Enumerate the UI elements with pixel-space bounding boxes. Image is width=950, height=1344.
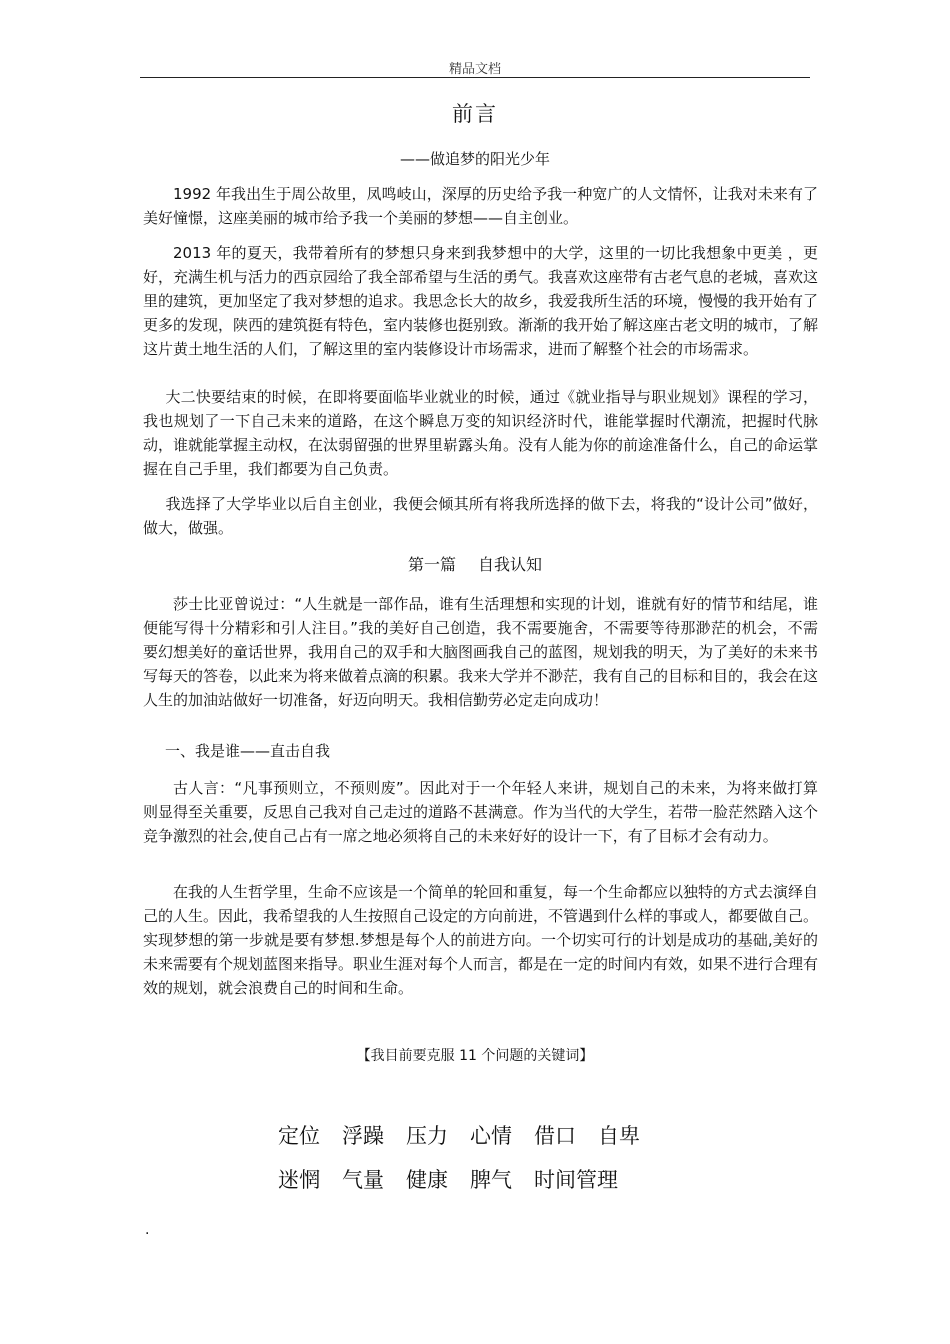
preface-paragraph: 2013 年的夏天，我带着所有的梦想只身来到我梦想中的大学，这里的一切比我想象中更美 ，更好，充满生机与活力的西京园给了我全部希望与生活的勇气。我喜欢这座带有古老气息的老城，喜欢这里的建筑，更加坚定了我对梦想的追求。我思念长大的故乡，我爱我所生活的环境，慢慢的我开始有了更多的发现，陕西的建筑挺有特色，室内装修也挺别致。渐渐的我开始了解这座古老文明的城市，了解这片黄土地生活的人们，了解这里的室内装修设计市场需求，进而了解整个社会的市场需求。 xyxy=(143,244,819,358)
chapter-title xyxy=(140,552,810,575)
preface-paragraph: 我选择了大学毕业以后自主创业，我便会倾其所有将我所选择的做下去，将我的“设计公司”做好，做大，做强。 xyxy=(143,495,818,537)
section-heading: 一、我是谁——直击自我 xyxy=(165,742,331,760)
keyword-item: 时间管理 xyxy=(534,1168,618,1192)
page-title: 前言 xyxy=(452,102,498,126)
header-divider xyxy=(140,77,810,78)
section-paragraph: 在我的人生哲学里，生命不应该是一个简单的轮回和重复，每一个生命都应以独特的方式去演绎自己的人生。因此，我希望我的人生按照自己设定的方向前进，不管遇到什么样的事或人，都要做自己。实现梦想的第一步就是要有梦想.梦想是每个人的前进方向。一个切实可行的计划是成功的基础,美好的未来需要有个规划蓝图来指导。职业生涯对每个人而言，都是在一定的时间内有效，如果不进行合理有效的规划，就会浪费自己的时间和生命。 xyxy=(143,883,819,997)
preface-paragraph: 1992 年我出生于周公故里，凤鸣岐山，深厚的历史给予我一种宽广的人文情怀，让我对未来有了美好憧憬，这座美丽的城市给予我一个美丽的梦想——自主创业。 xyxy=(143,185,818,227)
keyword-item: 借口 xyxy=(534,1124,576,1148)
keyword-item: 脾气 xyxy=(470,1168,512,1192)
keyword-item: 迷惘 xyxy=(278,1168,320,1192)
preface-paragraph: 大二快要结束的时候，在即将要面临毕业就业的时候，通过《就业指导与职业规划》课程的学习，我也规划了一下自己未来的道路，在这个瞬息万变的知识经济时代，谁能掌握时代潮流，把握时代脉动，谁就能掌握主动权，在汰弱留强的世界里崭露头角。没有人能为你的前途准备什么，自己的命运掌握在自己手里，我们都要为自己负责。 xyxy=(143,388,819,478)
keyword-item: 健康 xyxy=(406,1168,448,1192)
keyword-item: 压力 xyxy=(406,1124,448,1148)
chapter-name: 自我认知 xyxy=(478,555,543,574)
footer-mark: . xyxy=(145,1222,150,1238)
keyword-item: 自卑 xyxy=(598,1124,640,1148)
section-paragraph: 古人言：“凡事预则立，不预则废”。因此对于一个年轻人来讲，规划自己的未来，为将来做打算则显得至关重要，反思自己我对自己走过的道路不甚满意。作为当代的大学生，若带一脸茫然踏入这个竞争激烈的社会,使自己占有一席之地必须将自己的未来好好的设计一下，有了目标才会有动力。 xyxy=(143,779,819,845)
keywords-row xyxy=(278,1120,662,1150)
keyword-item: 浮躁 xyxy=(342,1124,384,1148)
keyword-item: 气量 xyxy=(342,1168,384,1192)
chapter-intro-paragraph: 莎士比亚曾说过：“人生就是一部作品，谁有生活理想和实现的计划，谁就有好的情节和结尾，谁便能写得十分精彩和引人注目。”我的美好自己创造，我不需要施舍，不需要等待那渺茫的机会，不需要幻想美好的童话世界，我用自己的双手和大脑图画我自己的蓝图，规划我的明天，为了美好的未来书写每天的答卷，以此来为将来做着点滴的积累。我来大学并不渺茫，我有自己的目标和目的，我会在这人生的加油站做好一切准备，好迈向明天。我相信勤劳必定走向成功！ xyxy=(143,595,819,709)
keyword-item: 定位 xyxy=(278,1124,320,1148)
page-header-label: 精品文档 xyxy=(448,62,501,77)
chapter-number: 第一篇 xyxy=(407,555,456,574)
keyword-item: 心情 xyxy=(470,1124,512,1148)
page-subtitle: ——做追梦的阳光少年 xyxy=(399,150,550,168)
keywords-heading: 【我目前要克服 11 个问题的关键词】 xyxy=(356,1048,594,1064)
keywords-row xyxy=(278,1164,640,1194)
